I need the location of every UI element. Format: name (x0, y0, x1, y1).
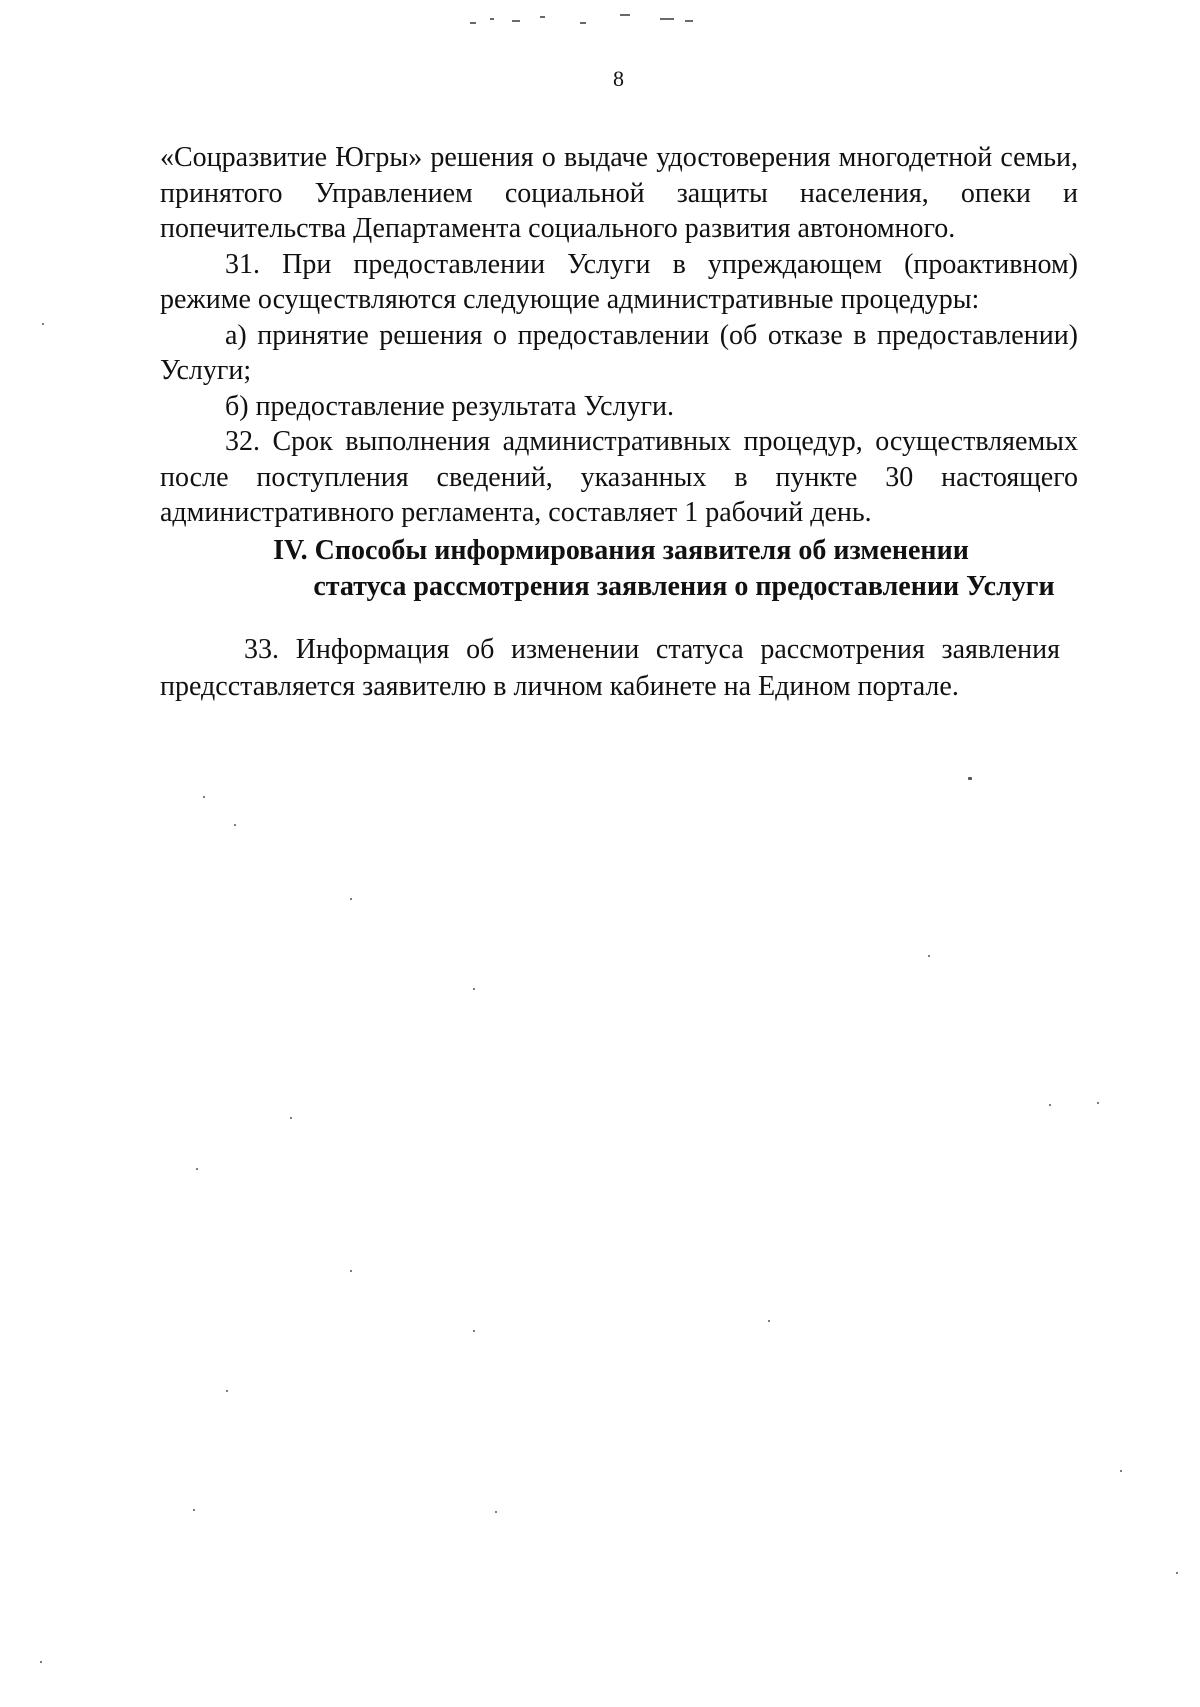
scan-speck (226, 1390, 228, 1392)
scan-speck (290, 1117, 292, 1119)
scan-speck (203, 796, 205, 798)
scan-speck (350, 1270, 352, 1272)
scan-speck (1049, 1104, 1051, 1106)
scan-speck (928, 955, 930, 957)
scan-speck (768, 1320, 770, 1322)
section-heading-line-2: статуса рассмотрения заявления о предоставлении Услуги (313, 571, 1055, 602)
scan-speck (1097, 1102, 1099, 1104)
scan-speck (42, 323, 44, 325)
scan-speck (473, 1330, 475, 1332)
scan-speck (1176, 1572, 1178, 1574)
scan-speck (473, 988, 475, 990)
scan-speck (495, 1511, 497, 1513)
closing-text (160, 631, 1060, 705)
scan-speck (968, 777, 972, 780)
body-text (160, 140, 1078, 531)
scan-speck (193, 1509, 195, 1511)
page-number: 8 (613, 66, 624, 91)
paragraph-32: 32. Срок выполнения административных процедур, осуществляемых после поступления сведений, указанных в пункте 30 настоящего административного регламента, составляет 1 рабочий день. (160, 426, 1078, 528)
section-heading (160, 533, 1078, 605)
scan-speck (350, 898, 352, 900)
scan-speck (40, 1661, 42, 1663)
paragraph-31-b: б) предоставление результата Услуги. (225, 390, 674, 422)
paragraph-33: 33. Информация об изменении статуса рассмотрения заявления предсставляется заявителю в личном кабинете на Едином портале. (160, 634, 1060, 702)
scan-speck (1120, 1470, 1122, 1472)
section-heading-line-1: IV. Способы информирования заявителя об изменении (273, 535, 969, 566)
scan-speck (196, 1168, 198, 1170)
paragraph-31-a: а) принятие решения о предоставлении (об отказе в предоставлении) Услуги; (160, 319, 1078, 386)
paragraph-31: 31. При предоставлении Услуги в упреждающем (проактивном) режиме осуществляются следующие административные процедуры: (160, 248, 1078, 315)
scan-artifact (460, 10, 730, 40)
continuation-paragraph: «Соцразвитие Югры» решения о выдаче удостоверения многодетной семьи, принятого Управлением социальной защиты населения, опеки и попечительства Департамента социального развития автономного. (160, 142, 1078, 244)
scan-speck (234, 824, 236, 826)
